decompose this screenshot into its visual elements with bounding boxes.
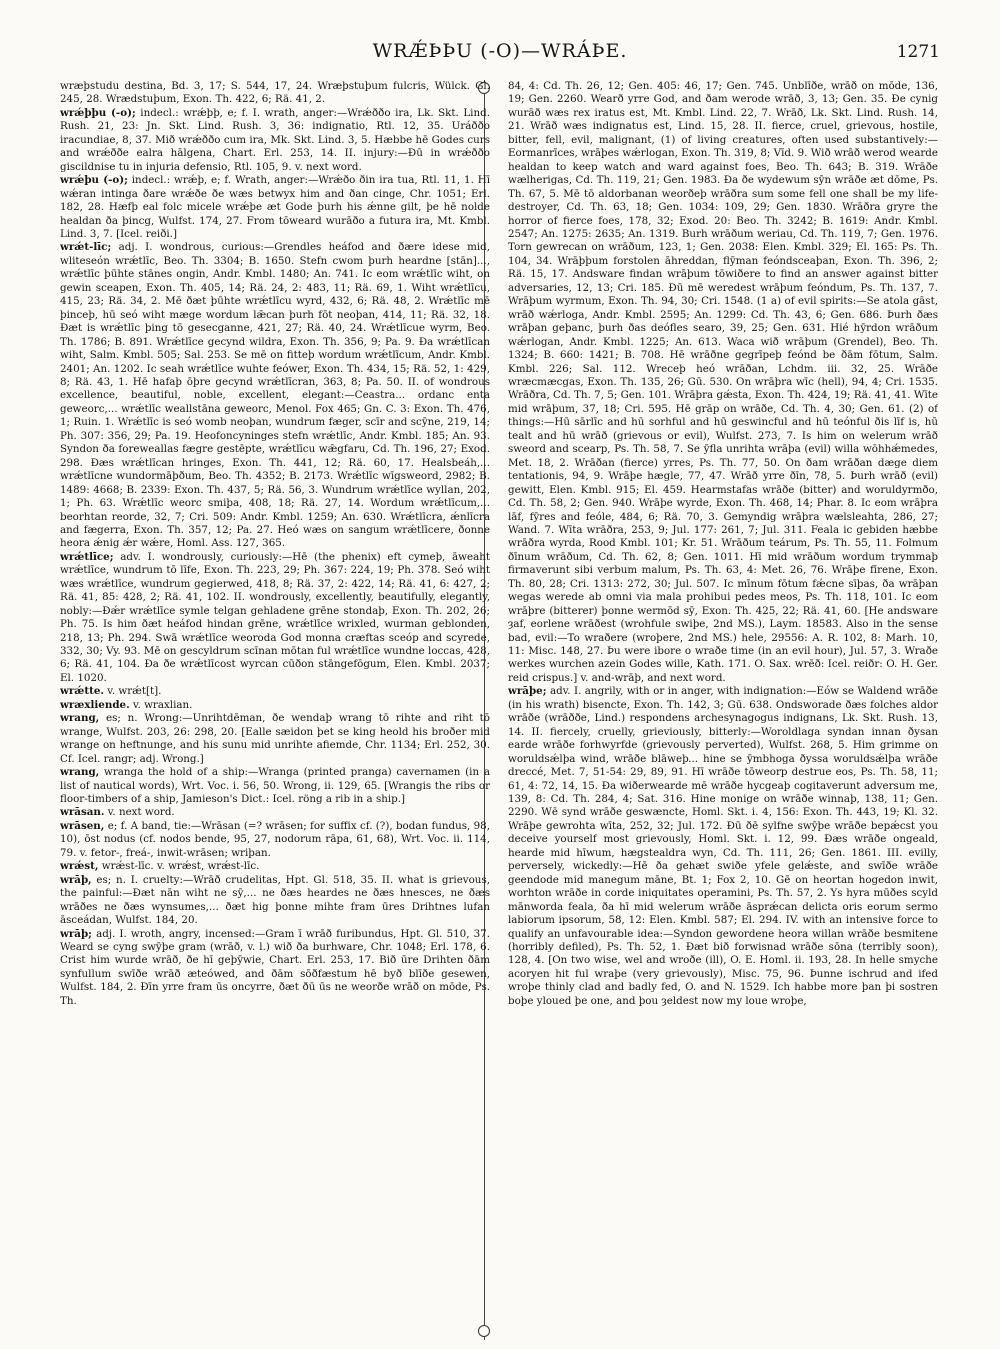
entry-headword: wrǽþu (-o); <box>60 174 128 187</box>
running-title: WRǼÞÞU (-O)—WRÁÞE. <box>372 40 628 62</box>
entry-text: 84, 4: Cd. Th. 26, 12; Gen. 405: 46, 17; Gen. 745. Unblīðe, wrāð on mōde, 136, 19; Gen. 2260. Wearð yrre God, and ðam werode wrāð, 3, 13; Gen. 35. Ðe cynig wurāð wæs rex iratus est, Mt. Kmbl. Lind. 22, 7. Wrāð, Lk. Skt. Lind. Rush. 14, 21. Wrāð wæs indignatus est, Lind. 15, 28. II. fierce, cruel, grievous, hostile, bitter, fell, evil, malignant, (1) of living creatures, often used substantively:—Eormanrīces, wrāþes wǽrlogan, Exon. Th. 319, 8; Vīd. 9. Wið wrāð werod wearde healdan to keep watch and ward against foes, Beo. Th. 643; B. 319. Wrāðe wælherigas, Cd. Th. 119, 21; Gen. 1983. Ða ðe wydewum sȳn wrāðe æt dōme, Ps. Th. 67, 5. Mē tō aldorbanan weorðeþ wrāðra sum some fell one shall be my life-destroyer, Cd. Th. 63, 18; Gen. 1034: 109, 29; Gen. 1830. Wrāðra gryre the horror of fierce foes, 178, 32; Exod. 20: Beo. Th. 3242; B. 1619: Andr. Kmbl. 2547; An. 1275: 2635; An. 1319. Burh wrāðum weriau, Cd. Th. 119, 7; Gen. 1976. Torn gewrecan on wrāðum, 123, 1; Gen. 2038: Elen. Kmbl. 329; El. 165: Ps. Th. 104, 34. Wrāþþum forstolen āhreddan, flȳman feóndsceaþan, Exon. Th. 396, 2; Rä. 15, 17. Andsware findan wrāþum tōwiðere to find an answer against bitter adversaries, 12, 13; Cri. 185. Ðū mē weredest wrāþum feóndum, Ps. Th. 137, 7. Wrāþum wyrmum, Exon. Th. 94, 30; Cri. 1548. (1 a) of evil spirits:—Se atola gāst, wrāð wǽrloga, Andr. Kmbl. 2595; An. 1299: Cd. Th. 43, 6; Gen. 686. Þurh ðæs wrāþan geþanc, þurh ðas deófles searo, 39, 25; Gen. 631. Hié hȳrdon wrāðum wǽrlogan, Andr. Kmbl. 1225; An. 613. Waca wið wrāþum (Grendel), Beo. Th. 1324; B. 660: 1421; B. 708. Hē wrāðne gegrīpeþ feónd be ðām fōtum, Salm. Kmbl. 226; Sal. 112. Wreceþ heó wrāðan, Lchdm. iii. 32, 25. Wrāðe wræcmæcgas, Exon. Th. 135, 26; Gū. 530. On wrāþra wīc (hell), 94, 4; Cri. 1535. Wrāðra, Cd. Th. 7, 5; Gen. 101. Wrāþra gǽsta, Exon. Th. 424, 19; Rä. 41, 41. Wīte mid wrāþum, 37, 18; Cri. 595. Hē grāp on wrāðe, Cd. Th. 4, 30; Gen. 61. (2) of things:—Hū sārlīc and hū sorhful and hū geswincful and hū teónful ðis līf is, hū tealt and hū wrāð (grievous or evil), Wulfst. 273, 7. Is him on welerum wrāð sweord and scearp, Ps. Th. 58, 7. Se ȳfla unrihta wrāþa (evil) willa wōhhǽmedes, Met. 18, 2. Wrāðan (fierce) yrres, Ps. Th. 77, 50. On ðam wrāðan dæge diem tentationis, 94, 9. Wrāþe hægle, 77, 47. Wrāð yrre ðīn, 78, 5. Þurh wrāð (evil) gewitt, Elen. Kmbl. 915; El. 459. Hearmstafas wrāðe (bitter) and woruldyrmðo, Cd. Th. 58, 2; Gen. 940. Wrāþe wyrde, Exon. Th. 468, 14; Phar. 8. Ic eom wrāþra lāf, fȳres and feóle, 484, 6; Rä. 70, 3. Gemyndig wrāþra wælsleahta, 286, 27; Wand. 7. Wīta wrāðra, 253, 9; Jul. 177: 261, 7; Jul. 311. Feala ic gebiden hæbbe wrāðra wyrda, Rood Kmbl. 101; Kr. 51. Wrāðum teárum, Ps. Th. 55, 11. Folmum ðīnum wrāðum, Cd. Th. 62, 8; Gen. 1011. Hī mid wrāðum wordum trymmaþ firmaverunt sibi verbum malum, Ps. Th. 63, 4: Met. 26, 76. Wrāþe fīrene, Exon. Th. 80, 28; Cri. 1313: 272, 30; Jul. 507. Ic mīnum fōtum fǽcne sīþas, ða wrāþan wegas werede ab omni via mala prohibui pedes meos, Ps. Th. 118, 101. Ic eom wrāþre (bitterer) þonne wermōd sȳ, Exon. Th. 425, 22; Rä. 41, 60. [He andsware ȝaf, eorlene wrāðest (wrohfule swiþe, 2nd MS.), Laym. 18583. Also in the sense bad, evil:—To wraðere (wroþere, 2nd MS.) hele, 29556: A. R. 102, 8: Marh. 10, 11: Misc. 148, 27. Þu were ibore o wraðe time (in an evil hour), Jul. 57, 3. Wraðe werkes wurchen azein Godes wille, Kath. 171. O. Sax. wrēð: Icel. reiðr: O. H. Ger. reid crispus.] v. and-wrāþ, and next word. <box>508 80 938 684</box>
dictionary-entry <box>60 806 490 819</box>
entry-text: e; f. A band, tie:—Wrāsan (=? wrāsen; for suffix cf. (?), bodan fundus, 98, 10), ōst nodus (cf. nodos bende, 95, 27, nodorum rāpa, 61, 68), Wrt. Voc. ii. 114, 79. v. fetor-, freá-, inwit-wrāsen; wriþan. <box>60 819 490 859</box>
dictionary-entry <box>508 80 938 685</box>
entry-headword: wrāsan. <box>60 806 105 819</box>
entry-headword: wræxliende. <box>60 698 130 711</box>
entry-headword: wrǽþþu (-o); <box>60 106 136 119</box>
right-column <box>508 80 938 1335</box>
entry-text: adv. I. wondrously, curiously:—Hē (the phenix) eft cymeþ, āweaht wrǽtlīce, wundrum tō līfe, Exon. Th. 223, 29; Ph. 367: 224, 19; Ph. 378. Seó wiht wæs wrǽtlīce, wundrum gegierwed, 418, 8; Rä. 37, 2: 422, 14; Rä. 41, 6: 427, 2; Rä. 41, 85: 428, 2; Rä. 41, 102. II. wondrously, excellently, beautifully, elegantly, nobly:—Ðǽr wrǽtlīce symle telgan gehladene grēne stondaþ, Exon. Th. 202, 26; Ph. 75. Is him ðæt heáfod hindan grēne, wrǽtlīce wrixled, wurman geblonden, 218, 13; Ph. 294. Swā wrǽtlīce weoroda God monna cræftas sceóp and scyrede, 332, 30; Vy. 93. Mē on gescyldrum scīnan mōtan ful wrǽtlīce wundne loccas, 428, 6; Rä. 41, 104. Ða ðe wrǽtlīcost wyrcan cūðon stāngefōgum, Elen. Kmbl. 2037; El. 1020. <box>60 550 490 684</box>
dictionary-entry <box>60 928 490 1009</box>
page-number: 1271 <box>896 42 940 62</box>
entry-text: adv. I. angrily, with or in anger, with indignation:—Eów se Waldend wrāðe (in his wrath) bisencte, Exon. Th. 142, 3; Gū. 638. Ondsworade ðæs folches aldor wrāðe (wrāððe, Lind.) respondens archesynagogus indignans, Lk. Skt. Rush. 13, 14. II. fiercely, cruelly, grieviously, bitterly:—Woroldlaga syndan innan ðysan earde wrāðe forhwyrfde (grievously perverted), Wulfst. 268, 5. Him grimme on woruldsǽlþa wind, wrāðe blāweþ... hine se ȳmbhoga ðyssa woruldsǽlþa wrāðe dreccé, Met. 7, 51-54: 29, 89, 91. Hī wrāðe tōweorp destrue eos, Ps. Th. 58, 11; 61, 4: 72, 14, 15. Ða wiðerwearde mē wrāðe hycgeaþ cogitaverunt adversum me, 139, 8: Cd. Th. 284, 4; Sat. 316. Hine monige on wrāðe winnaþ, 138, 11; Gen. 2290. Wē synd wrāðe geswæncte, Homl. Skt. i. 4, 156: Exon. Th. 443, 19; Kl. 32. Wrāþe gewrohta wīta, 252, 32; Jul. 172. Ðū ðē sylfne swȳþe wrāðe bepǽcst you deceive yourself most grievously, Homl. Skt. i. 12, 99. Ðæs wrāðe ongeald, hearde mid hīwum, hægstealdra wyn, Cd. Th. 111, 26; Gen. 1861. III. evilly, perversely, wickedly:—Hē ða gehæt swiðe yfele gelǽste, and swīðe wrāðe geendode mid manegum māne, Bt. 1; Fox 2, 10. Gē on heortan hogedon inwit, worhton wrāðe in corde iniquitates operamini, Ps. Th. 57, 2. Ys hyra mūðes scyld mānworda feala, ða hī mid welerum wrāðe āsprǽcan delicta oris eorum sermo labiorum ipsorum, 58, 12: Elen. Kmbl. 587; El. 294. IV. with an intensive force to qualify an unfavourable idea:—Syndon gewordene heora willan wrāðe besmitene (horribly defiled), Ps. Th. 52, 1. Ðæt bið forwisnad wrāðe sōna (terribly soon), 128, 4. [On two wise, wel and wroðe (ill), O. E. Homl. ii. 193, 28. In helle smyche acoryen hit ful wraþe (very grievously), Misc. 75, 96. Þunne ischrud and ifed wroþe thinly clad and badly fed, O. and N. 1529. Ich habbe more þan þi sostren boþe yloued þe one, and þou ȝeldest now my loue wroþe, <box>508 685 938 1007</box>
entry-headword: wrǽt-līc; <box>60 241 112 254</box>
entry-text: wrǽst-līc. v. wrǽst, wrǽst-līc. <box>101 860 260 873</box>
entry-text: v. wrǽt[t]. <box>107 685 162 698</box>
page-header <box>0 40 1000 70</box>
dictionary-entry <box>60 174 490 241</box>
entry-text: wranga the hold of a ship:—Wranga (printed pranga) cavernamen (in a list of nautical words), Wrt. Voc. i. 56, 50. Wrong, ii. 129, 65. [Wrangis the ribs or floor-timbers of a ship, Jamieson's Dict.: Icel. röng a rib in a ship.] <box>60 766 490 806</box>
entry-headword: wrǽst, <box>60 860 99 873</box>
dictionary-entry <box>60 699 490 712</box>
dictionary-entry <box>60 685 490 698</box>
dictionary-entry <box>60 107 490 174</box>
dictionary-entry <box>60 80 490 107</box>
entry-headword: wrǽtlīce; <box>60 550 114 563</box>
left-column <box>60 80 490 1335</box>
dictionary-entry <box>60 820 490 860</box>
dictionary-entry <box>60 860 490 873</box>
dictionary-entry <box>508 685 938 1008</box>
entry-headword: wrang, <box>60 766 100 779</box>
entry-text: indecl.: wrǽþ, e; f. Wrath, anger:—Wrǽðo ðin ira tua, Rtl. 11, 1. Hī wǽran intinga ðare wrǽðe ðe wæs betwyx him and ðan cinge, Chr. 1051; Erl. 182, 28. Hæfþ eal folc micele wrǽþe æt Gode þurh his ǽnne gilt, þe hē nolde healdan ða þincg, Wulfst. 174, 27. From tōweard wurāðo a futura ira, Mt. Kmbl. Lind. 3, 7. [Icel. reiði.] <box>60 174 490 240</box>
entry-headword: wrāsen, <box>60 819 105 832</box>
dictionary-entry <box>60 766 490 806</box>
entry-headword: wrāþe; <box>508 685 547 698</box>
entry-text: indecl.: wrǽþþ, e; f. I. wrath, anger:—Wrǽððo ira, Lk. Skt. Lind. Rush. 21, 23: Jn. Skt. Lind. Rush. 3, 36: indignatio, Rtl. 12, 35. Uráððo iracundiae, 8, 37. Mið wrǽððo cum ira, Mk. Skt. Lind. 3, 5. Hæbbe hē Godes curs and wrǽððe ealra hālgena, Chart. Erl. 253, 14. II. injury:—Ðū in wrǽððo giscildnise tu in injuria defensio, Rtl. 105, 9. v. next word. <box>60 106 490 173</box>
dictionary-entry <box>60 551 490 686</box>
entry-text: adj. I. wroth, angry, incensed:—Gram ī wrāð furibundus, Hpt. Gl. 510, 37. Weard se cyng swȳþe gram (wrāð, v. l.) wið ða burhware, Chr. 1048; Erl. 178, 6. Crist him wurde wrāð, ðe hī geþȳwie, Chart. Erl. 253, 17. Bið ūre Drihten ðām synfullum swīðe wrāð æteówed, and ðām sōðfæstum hē byð blīðe gesewen, Wulfst. 184, 2. Ðīn yrre fram ūs oncyrre, ðæt ðū ūs ne weorðe wrāð on mōde, Ps. Th. <box>60 927 490 1007</box>
entry-headword: wrāþ; <box>60 927 92 940</box>
entry-text: v. next word. <box>107 806 175 819</box>
entry-text: es; n. Wrong:—Unrihtdēman, ðe wendaþ wrang tō rihte and riht tō wrange, Wulfst. 203, 26: 298, 20. [Ealle sæidon þet se king heold his broðer mid wrange on heftnunge, and his sunu mid unrihte afiemde, Chr. 1134; Erl. 252, 30. Cf. Icel. rangr; adj. Wrong.] <box>60 712 490 765</box>
dictionary-entry <box>60 712 490 766</box>
entry-headword: wrāþ, <box>60 873 92 886</box>
entry-text: es; n. I. cruelty:—Wrāð crudelitas, Hpt. Gl. 518, 35. II. what is grievous, the painful:—Ðæt nān wiht ne sȳ,... ne ðæs heardes ne ðæs hnesces, ne ðæs wrāðes ne ðæs wynsumes,... ðæt hig þonne mihte fram ūres Drihtnes lufan āsceádan, Wulfst. 184, 20. <box>60 873 490 927</box>
dictionary-entry <box>60 874 490 928</box>
entry-text: wræþstudu destina, Bd. 3, 17; S. 544, 17, 24. Wræþstuþum fulcris, Wülck. Gl. 245, 28. Wrædstuþum, Exon. Th. 422, 6; Rä. 41, 2. <box>60 80 490 106</box>
dictionary-entry <box>60 241 490 550</box>
entry-text: v. wraxlian. <box>132 698 193 711</box>
entry-headword: wrǽtte. <box>60 685 104 698</box>
entry-text: adj. I. wondrous, curious:—Grendles heáfod and ðære idese mid, wliteseón wrǽtlīc, Beo. Th. 3304; B. 1650. Stefn cwom þurh heardne [stān]..., wrǽtlīc þūhte stānes ongin, Andr. Kmbl. 1480; An. 741. Ic eom wrǽtlīc wiht, on gewin sceapen, Exon. Th. 405, 14; Rä. 24, 2: 483, 11; Rä. 69, 1. Wiht wrǽtlīcu, 415, 23; Rä. 34, 2. Mē ðæt þūhte wrǽtlīcu wyrd, 432, 6; Rä. 48, 2. Wrǽtlīc mē þinceþ, hū seó wiht mæge wordum lǣcan þurh fōt neoþan, 414, 11; Rä. 32, 18. Ðæt is wrǽtlīc þing tō gesecganne, 421, 27; Rä. 40, 24. Wrǽtlīcue wyrm, Beo. Th. 1786; B. 891. Wrǽtlīce gecynd wildra, Exon. Th. 356, 9; Pa. 9. Ða wrǽtlīcan wiht, Salm. Kmbl. 505; Sal. 253. Se mē on fitteþ wordum wrǽtlīcum, Andr. Kmbl. 2401; An. 1202. Ic seah wrǽtlīce wuhte feówer, Exon. Th. 434, 15; Rä. 52, 1: 429, 8; Rä. 43, 1. Hē hafaþ ōþre gecynd wrǽtlīcran, 363, 8; Pa. 50. II. of wondrous excellence, beautiful, noble, excellent, elegant:—Ceastra... ordanc enta geweorc,... wrǽtlīc weallstāna geweorc, Menol. Fox 465; Gn. C. 3: Exon. Th. 476, 1; Ruin. 1. Wrǽtlīc is seó womb neoþan, wundrum fæger, scīr and scȳne, 219, 14; Ph. 307: 356, 29; Pa. 19. Heofoncyninges stefn wrǽtlīc, Andr. Kmbl. 185; An. 93. Syndon ða foreweallas fægre gestēpte, wrǽtlīcu wǣgfaru, Cd. Th. 196, 27; Exod. 298. Ðæs wrǽtlīcan hringes, Exon. Th. 441, 12; Rä. 60, 17. Healsbeáh,... wrǽtlīcne wundormāþðum, Beo. Th. 4352; B. 2173. Wrǽtlīc wīgsweord, 2982; B. 1489: 4668; B. 2339: Exon. Th. 437, 5; Rä. 56, 3. Wundrum wrǽtlīce wyllan, 202, 1; Ph. 63. Wrǽtlīc weorc smiþa, 408, 18; Rä. 27, 14. Wordum wrǽtlīcum,... beorhtan reorde, 32, 7; Cri. 509: Andr. Kmbl. 1259; An. 630. Wrǽtlīcra, ǽnlīcra and fægerra, Exon. Th. 357, 12; Pa. 27. Heó wæs on sangum wrǽtlīcere, ðonne heora ǽnig ǽr wǽre, Homl. Ass. 127, 365. <box>60 241 490 550</box>
entry-headword: wrang, <box>60 712 100 725</box>
